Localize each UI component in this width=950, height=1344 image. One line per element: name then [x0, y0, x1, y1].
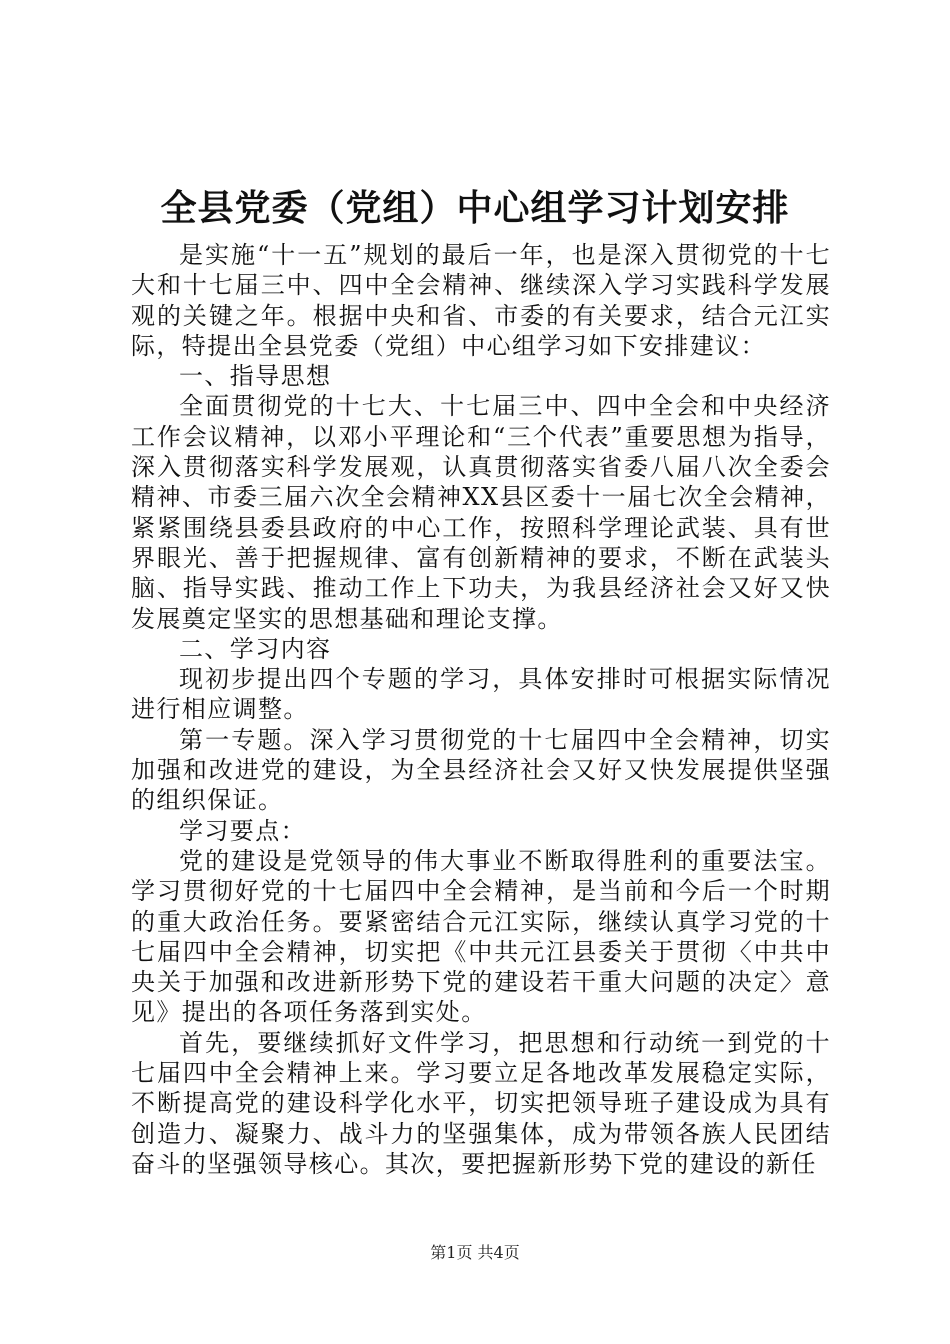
page-number-footer: 第1页 共4页	[430, 1243, 520, 1262]
paragraph-intro: 是实施“十一五”规划的最后一年，也是深入贯彻党的十七大和十七届三中、四中全会精神、继续深入学习实践科学发展观的关键之年。根据中央和省、市委的有关要求，结合元江实际，特提出全县党委（党组）中心组学习如下安排建议：	[131, 241, 831, 360]
document-body	[131, 240, 831, 1179]
heading-study-content: 二、学习内容	[179, 634, 332, 663]
paragraph-study-content: 现初步提出四个专题的学习，具体安排时可根据实际情况进行相应调整。	[131, 665, 831, 724]
paragraph-topic-one: 第一专题。深入学习贯彻党的十七届四中全会精神，切实加强和改进党的建设，为全县经济社会又好又快发展提供坚强的组织保证。	[131, 725, 831, 815]
paragraph-guiding-thought: 全面贯彻党的十七大、十七届三中、四中全会和中央经济工作会议精神，以邓小平理论和“三个代表”重要思想为指导，深入贯彻落实科学发展观，认真贯彻落实省委八届八次全委会精神、市委三届六次全会精神XX县区委十一届七次全会精神，紧紧围绕县委县政府的中心工作，按照科学理论武装、具有世界眼光、善于把握规律、富有创新精神的要求，不断在武装头脑、指导实践、推动工作上下功夫，为我县经济社会又好又快发展奠定坚实的思想基础和理论支撑。	[131, 392, 831, 633]
document-title: 全县党委（党组）中心组学习计划安排	[160, 188, 790, 229]
heading-guiding-thought: 一、指导思想	[179, 362, 332, 391]
paragraph-study-points: 党的建设是党领导的伟大事业不断取得胜利的重要法宝。学习贯彻好党的十七届四中全会精神，是当前和今后一个时期的重大政治任务。要紧密结合元江实际，继续认真学习党的十七届四中全会精神，切实把《中共元江县委关于贯彻〈中共中央关于加强和改进新形势下党的建设若干重大问题的决定〉意见》提出的各项任务落到实处。	[131, 846, 831, 1027]
paragraph-first-second: 首先，要继续抓好文件学习，把思想和行动统一到党的十七届四中全会精神上来。学习要立足各地改革发展稳定实际，不断提高党的建设科学化水平，切实把领导班子建设成为具有创造力、凝聚力、战斗力的坚强集体，成为带领各族人民团结奋斗的坚强领导核心。其次，要把握新形势下党的建设的新任	[131, 1028, 831, 1178]
heading-study-points: 学习要点：	[179, 816, 306, 845]
